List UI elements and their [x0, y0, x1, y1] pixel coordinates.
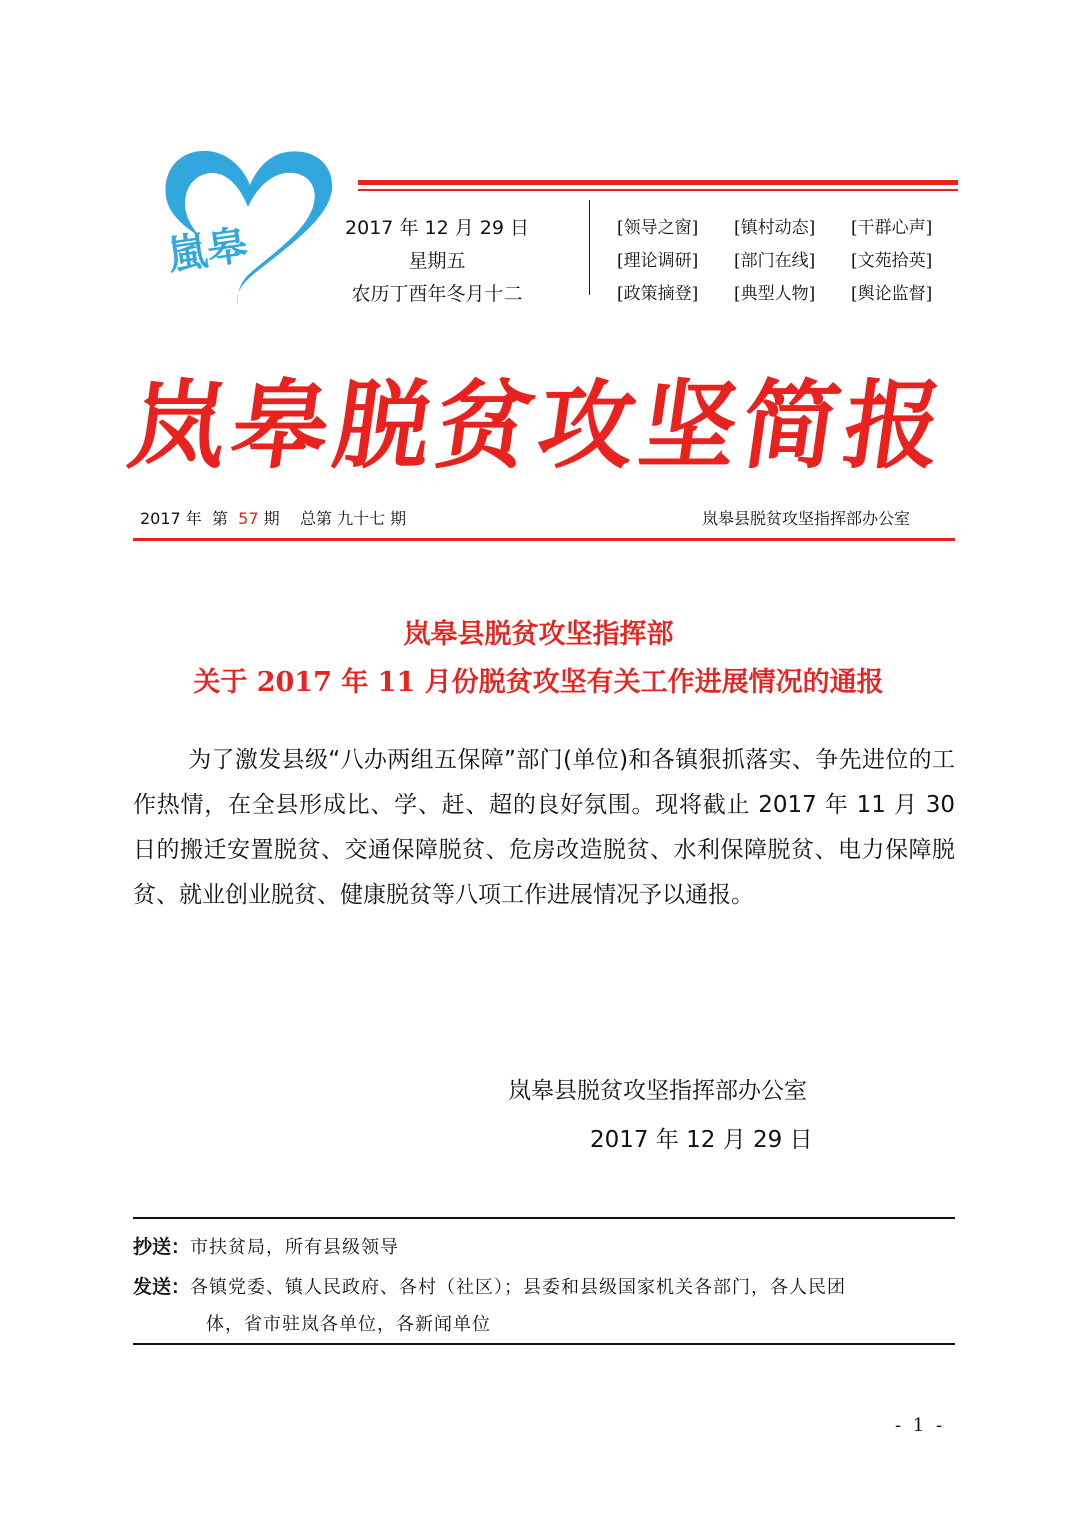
- cc-value: 市扶贫局，所有县级领导: [190, 1237, 400, 1258]
- issue-number: 57: [238, 509, 259, 528]
- signature-date: 2017 年 12 月 29 日: [590, 1127, 813, 1153]
- page-number: - 1 -: [895, 1415, 946, 1436]
- column-item: [文苑拾英]: [851, 251, 933, 271]
- notice-title-line2: 关于 2017 年 11 月份脱贫攻坚有关工作进展情况的通报: [193, 667, 884, 698]
- header-rule-thick: [358, 180, 958, 185]
- send-label: 发送：: [133, 1276, 191, 1298]
- issue-info: [140, 506, 406, 529]
- send-value-line2: 体，省市驻岚各单位，各新闻单位: [206, 1314, 491, 1335]
- masthead-title: 岚皋脱贫攻坚简报: [123, 369, 955, 482]
- cc-row: [133, 1232, 399, 1259]
- column-list: [617, 212, 962, 311]
- column-item: [舆论监督]: [851, 284, 933, 304]
- column-item: [镇村动态]: [734, 218, 816, 238]
- column-item: [部门在线]: [734, 251, 816, 271]
- header-divider: [589, 200, 590, 295]
- column-item: [理论调研]: [617, 251, 699, 271]
- body-paragraph: 为了激发县级“八办两组五保障”部门(单位)和各镇狠抓落实、争先进位的工作热情，在全县形成比、学、赶、超的良好氛围。现将截止 2017 年 11 月 30 日的搬迁安置脱贫、交通保障脱贫、危房改造脱贫、水利保障脱贫、电力保障脱贫、就业创业脱贫、健康脱贫等八项工作进展情况予以通报。: [133, 747, 955, 908]
- signature-org: 岚皋县脱贫攻坚指挥部办公室: [508, 1078, 807, 1104]
- column-item: [干群心声]: [851, 218, 933, 238]
- send-row-continued: [206, 1310, 491, 1336]
- date-block: [322, 212, 552, 311]
- footer-rule-top: [133, 1217, 955, 1219]
- publisher: 岚皋县脱贫攻坚指挥部办公室: [702, 509, 911, 528]
- footer-rule-bottom: [133, 1343, 955, 1345]
- issue-suffix: 期: [263, 509, 280, 528]
- issue-prefix: 第: [211, 509, 228, 528]
- header-rule-thin: [358, 189, 958, 191]
- column-item: [典型人物]: [734, 284, 816, 304]
- weekday: 星期五: [408, 250, 466, 272]
- issue-year: 2017 年: [140, 509, 202, 528]
- logo-text: 嵐皋: [164, 221, 251, 280]
- heart-logo-icon: [160, 145, 340, 310]
- issue-rule: [133, 538, 955, 541]
- issue-total: 总第 九十七 期: [299, 509, 407, 528]
- notice-title-line1: 岚皋县脱贫攻坚指挥部: [403, 619, 674, 650]
- lunar-date: 农历丁酉年冬月十二: [351, 283, 523, 305]
- notice-body: [133, 738, 955, 918]
- cc-label: 抄送：: [133, 1236, 191, 1258]
- send-row: [133, 1272, 846, 1299]
- column-item: [政策摘登]: [617, 284, 699, 304]
- send-value-line1: 各镇党委、镇人民政府、各村（社区）；县委和县级国家机关各部门，各人民团: [190, 1277, 847, 1298]
- column-item: [领导之窗]: [617, 218, 699, 238]
- date: 2017 年 12 月 29 日: [345, 217, 529, 239]
